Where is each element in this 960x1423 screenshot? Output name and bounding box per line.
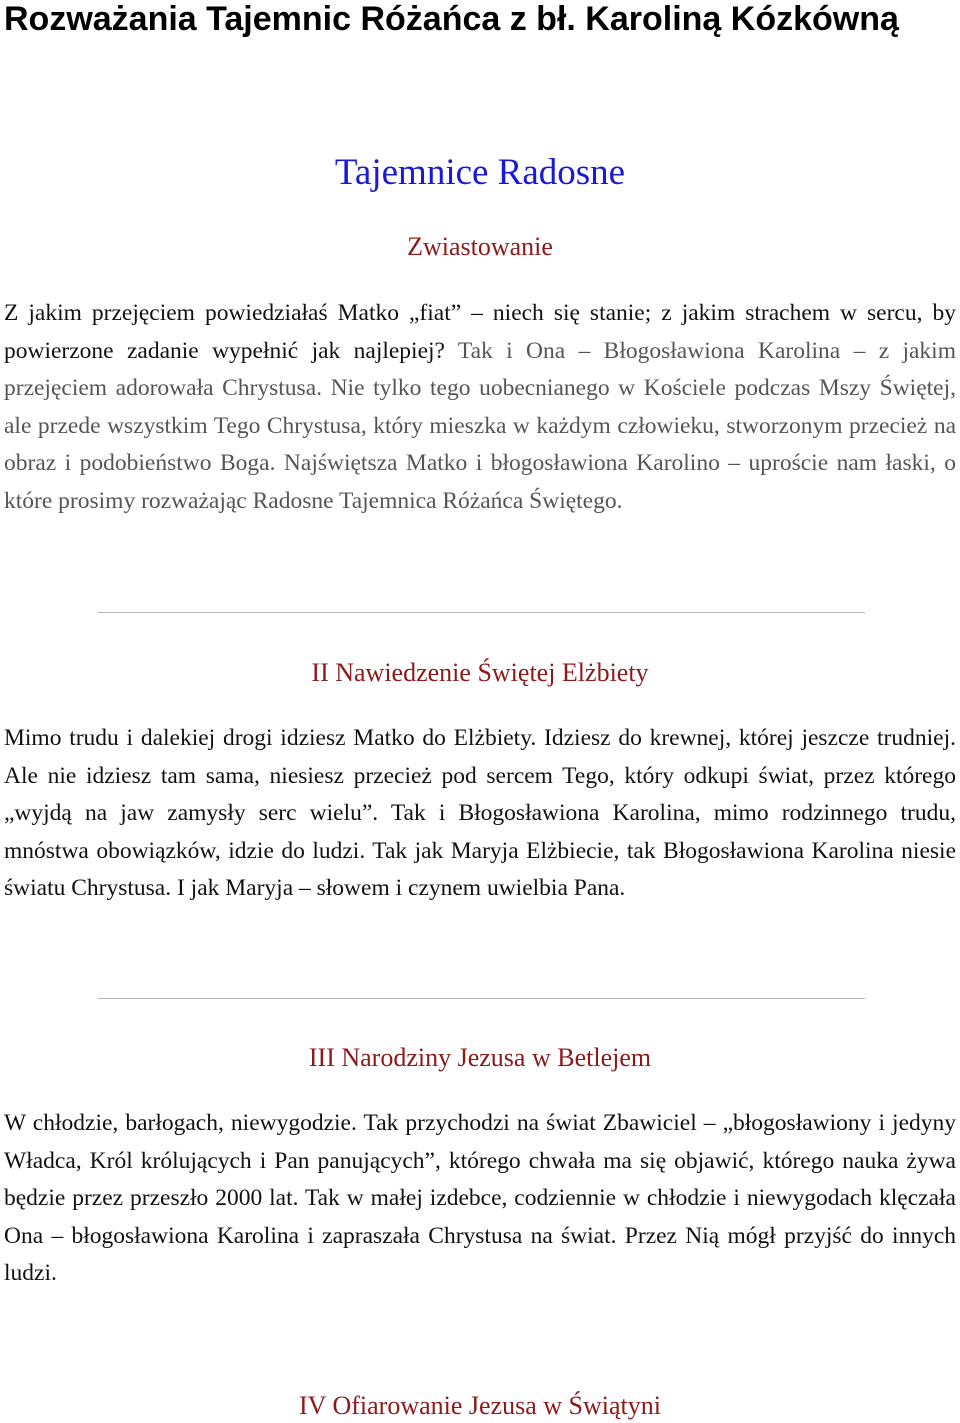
mystery-text-1-part-a: Z jakim przejęciem powiedziałaś Matko „fiat” – niech się stanie; z jakim strachem w sercu, by powierzone zadanie wypełnić jak najlepiej? bbox=[4, 300, 956, 364]
mystery-heading-3: III Narodziny Jezusa w Betlejem bbox=[308, 1043, 652, 1072]
mystery-heading-4: IV Ofiarowanie Jezusa w Świątyni bbox=[299, 1391, 661, 1420]
mystery-text-1 bbox=[4, 295, 956, 521]
document-title: Rozważania Tajemnic Różańca z bł. Karoliną Kózkówną bbox=[4, 0, 899, 38]
mystery-text-1-part-b: Tak i Ona – Błogosławiona Karolina – z jakim przejęciem adorowała Chrystusa. Nie tylko tego uobecnianego w Kościele podczas Mszy Świętej, ale przede wszystkim Tego Chrystusa, który mieszka w każdym człowieku, stworzonym przecież na obraz i podobieństwo Boga. Najświętsza Matko i błogosławiona Karolino – uproście nam łaski, o które prosimy rozważając Radosne Tajemnica Różańca Świętego. bbox=[4, 337, 956, 514]
section-divider-2 bbox=[98, 998, 865, 999]
mystery-heading-2: II Nawiedzenie Świętej Elżbiety bbox=[311, 658, 649, 687]
section-divider-1 bbox=[98, 612, 865, 613]
mystery-text-3: W chłodzie, barłogach, niewygodzie. Tak przychodzi na świat Zbawiciel – „błogosławiony i jedyny Władca, Król królujących i Pan panujących”, którego chwała ma się objawić, którego nauka żywa będzie przez przeszło 2000 lat. Tak w małej izdebce, codziennie w chłodzie i niewygodach klęczała Ona – błogosławiona Karolina i zapraszała Chrystusa na świat. Przez Nią mógł przyjść do innych ludzi. bbox=[4, 1110, 956, 1287]
mystery-heading-1: Zwiastowanie bbox=[407, 232, 553, 261]
mystery-text-2: Mimo trudu i dalekiej drogi idziesz Matko do Elżbiety. Idziesz do krewnej, której jeszcze trudniej. Ale nie idziesz tam sama, niesiesz przecież pod sercem Tego, który odkupi świat, przez którego „wyjdą na jaw zamysły serc wielu”. Tak i Błogosławiona Karolina, mimo rodzinnego trudu, mnóstwa obowiązków, idzie do ludzi. Tak jak Maryja Elżbiecie, tak Błogosławiona Karolina niesie światu Chrystusa. I jak Maryja – słowem i czynem uwielbia Pana. bbox=[4, 725, 956, 902]
section-title: Tajemnice Radosne bbox=[334, 152, 626, 193]
